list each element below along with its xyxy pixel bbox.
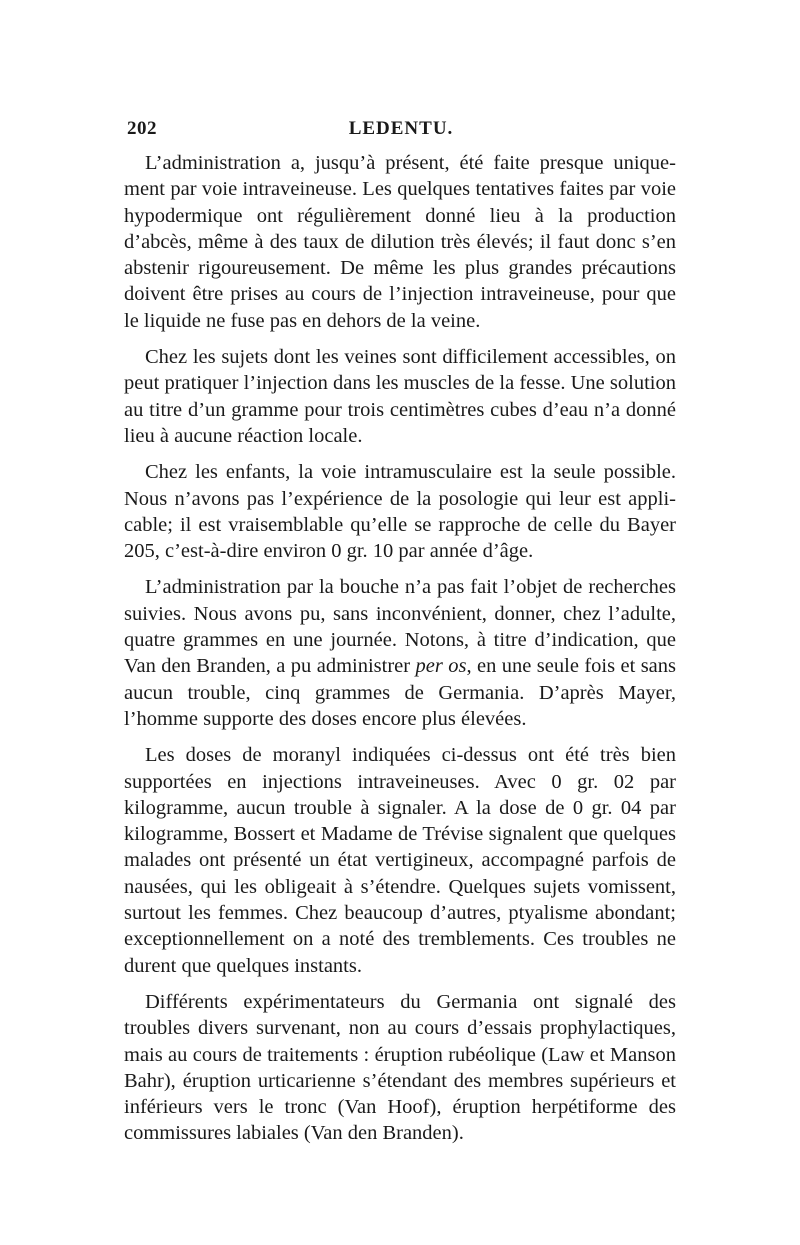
paragraph-tolerance: Les doses de moranyl indiquées ci-dessus ont été très bien supportées en injections intraveineuses. Avec 0 gr. 02 par kilogramme, aucun trouble à signaler. A la dose de 0 gr. 04 par kilogramme, Bossert et Madame de Trévise signalent que quelques malades ont présenté un état vertigineux, accompagné parfois de nausées, qui les obligeait à s’étendre. Quelques sujets vomissent, surtout les femmes. Chez beaucoup d’autres, ptyalisme abondant; exceptionnellement on a noté des tremblements. Ces troubles ne durent que quelques instants. — [124, 744, 676, 977]
paragraph-oral-italic: per os — [415, 655, 467, 678]
paragraph-oral — [124, 574, 676, 732]
body-text — [124, 150, 676, 1157]
running-head — [127, 118, 675, 142]
paragraph-oral-text: L’administration par la bouche n’a pas fait l’objet de recherches suivies. Nous avons pu, sans inconvénient, donner, chez l’adulte, quatre grammes en une journée. Notons, à titre d’indication, que Van den Branden, a pu administrer — [124, 576, 676, 678]
paragraph-children: Chez les enfants, la voie intramusculaire est la seule possible. Nous n’avons pas l’expérience de la posologie qui leur est applicable; il est vraisemblable qu’elle se rapproche de celle du Bayer 205, c’est-à-dire environ 0 gr. 10 par année d’âge. — [124, 461, 676, 563]
paragraph-oral-tail: , en une seule fois et sans aucun trouble, cinq grammes de Germania. D’après Mayer, l’homme supporte des doses encore plus élevées. — [124, 655, 677, 730]
page-number: 202 — [127, 118, 157, 139]
paragraph-side-effects: Différents expérimentateurs du Germania ont signalé des troubles divers survenant, non au cours d’essais prophylactiques, mais au cours de traitements : éruption rubéolique (Law et Manson Bahr), éruption urticarienne s’étendant des membres supérieurs et inférieurs vers le tronc (Van Hoof), éruption herpétiforme des commissures labiales (Van den Branden). — [124, 990, 676, 1145]
running-title: LEDENTU. — [348, 118, 454, 139]
paragraph-intramuscular: Chez les sujets dont les veines sont difficilement accessibles, on peut pratiquer l’injection dans les muscles de la fesse. Une solution au titre d’un gramme pour trois centimètres cubes d’eau n’a donné lieu à aucune réaction locale. — [124, 346, 676, 447]
paragraph-intravenous: L’administration a, jusqu’à présent, été faite presque uniquement par voie intraveineuse. Les quelques tentatives faites par voie hypodermique ont régulièrement donné lieu à la production d’abcès, même à des taux de dilution très élevés; il faut donc s’en abstenir rigoureusement. De même les plus grandes précautions doivent être prises au cours de l’injection intraveineuse, pour que le liquide ne fuse pas en dehors de la veine. — [124, 152, 676, 332]
